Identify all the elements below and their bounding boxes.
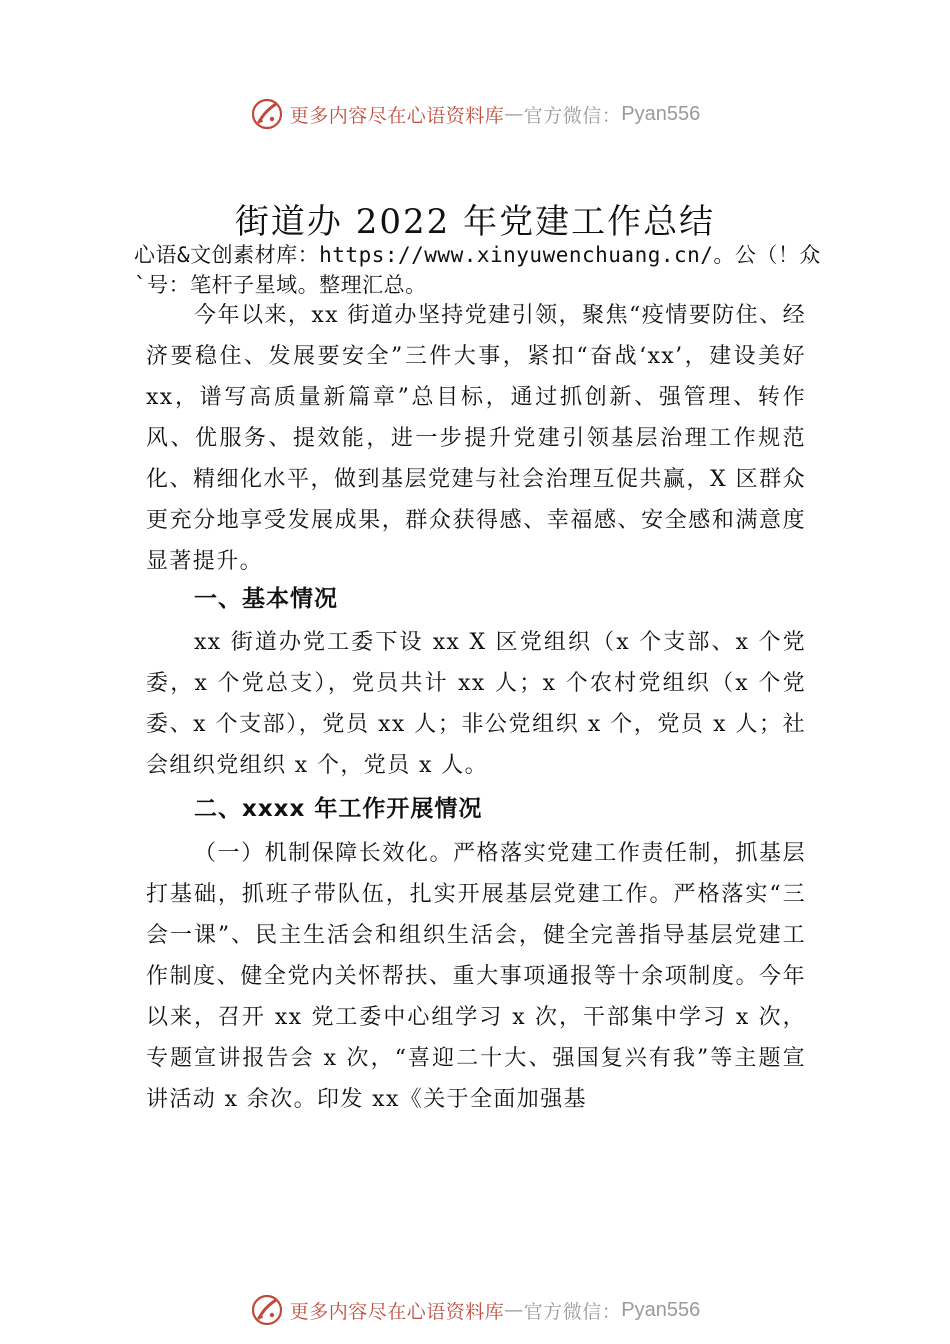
source-note: 心语&文创素材库：https://www.xinyuwenchuang.cn/。公（！众`号：笔杆子星域。整理汇总。 <box>134 243 821 297</box>
wechat-label: 官方微信： <box>523 104 622 127</box>
brush-pen-logo-icon <box>250 97 284 131</box>
wechat-id: Pyan556 <box>621 1298 701 1321</box>
wechat-id: Pyan556 <box>621 102 701 125</box>
wechat-label: 官方微信： <box>523 1300 622 1323</box>
section-heading-work: 二、xxxx 年工作开展情况 <box>194 796 483 822</box>
promo-text: 更多内容尽在心语资料库 <box>289 104 505 127</box>
promo-text: 更多内容尽在心语资料库 <box>289 1300 505 1323</box>
work-paragraph: （一）机制保障长效化。严格落实党建工作责任制，抓基层打基础，抓班子带队伍，扎实开展基层党建工作。严格落实“三会一课”、民主生活会和组织生活会，健全完善指导基层党建工作制度、健全党内关怀帮扶、重大事项通报等十余项制度。今年以来，召开 xx 党工委中心组学习 x 次，干部集中学习 x 次，专题宣讲报告会 x 次，“喜迎二十大、强国复兴有我”等主题宣讲活动 x 余次。印发 xx《关于全面加强基 <box>146 841 806 1112</box>
promo-separator: — <box>504 103 524 125</box>
section-heading-basic: 一、基本情况 <box>194 586 338 612</box>
top-promo-banner <box>0 92 950 136</box>
basic-info-paragraph: xx 街道办党工委下设 xx X 区党组织（x 个支部、x 个党委，x 个党总支），党员共计 xx 人；x 个农村党组织（x 个党委、x 个支部），党员 xx 人；非公党组织 x 个，党员 x 人；社会组织党组织 x 个，党员 x 人。 <box>146 630 806 778</box>
intro-paragraph: 今年以来，xx 街道办坚持党建引领，聚焦“疫情要防住、经济要稳住、发展要安全”三件大事，紧扣“奋战‘xx’，建设美好 xx，谱写高质量新篇章”总目标，通过抓创新、强管理、转作风、优服务、提效能，进一步提升党建引领基层治理工作规范化、精细化水平，做到基层党建与社会治理互促共赢，X 区群众更充分地享受发展成果，群众获得感、幸福感、安全感和满意度显著提升。 <box>146 303 806 574</box>
document-title: 街道办 2022 年党建工作总结 <box>234 202 716 242</box>
promo-separator: — <box>504 1299 524 1321</box>
bottom-promo-banner <box>0 1288 950 1332</box>
brush-pen-logo-icon <box>250 1293 284 1327</box>
